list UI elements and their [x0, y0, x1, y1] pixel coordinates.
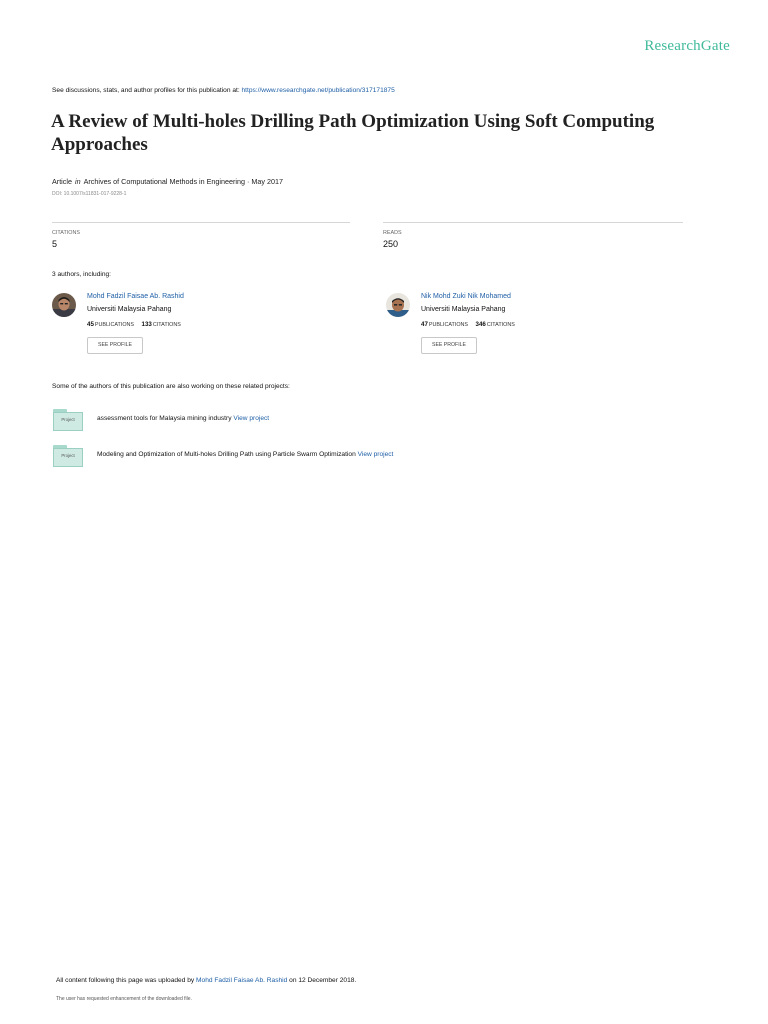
upload-date: on 12 December 2018.: [289, 977, 357, 984]
author-institution: Universiti Malaysia Pahang: [87, 306, 172, 313]
author-stats: [421, 321, 521, 328]
publication-count: 45: [87, 321, 94, 328]
avatar-photo: [52, 293, 76, 317]
avatar[interactable]: [386, 293, 410, 317]
project-item: [52, 445, 572, 471]
author-institution: Universiti Malaysia Pahang: [421, 306, 506, 313]
publication-link[interactable]: https://www.researchgate.net/publication/317171875: [241, 87, 395, 94]
author-name[interactable]: Mohd Fadzil Faisae Ab. Rashid: [87, 293, 184, 300]
citation-count: 346: [475, 321, 486, 328]
project-title: Modeling and Optimization of Multi-holes Drilling Path using Particle Swarm Optimization: [97, 451, 356, 458]
author-name[interactable]: Nik Mohd Zuki Nik Mohamed: [421, 293, 511, 300]
see-profile-button[interactable]: SEE PROFILE: [421, 337, 477, 354]
project-icon-label: Project: [61, 453, 75, 458]
project-item: [52, 409, 572, 435]
publications-label: PUBLICATIONS: [94, 322, 135, 328]
project-title: assessment tools for Malaysia mining industry: [97, 415, 232, 422]
reads-label: READS: [383, 230, 402, 236]
author-card: [386, 292, 646, 356]
view-project-link[interactable]: View project: [357, 451, 394, 458]
author-card: [52, 292, 312, 356]
project-text: [97, 451, 393, 458]
project-text: [97, 415, 269, 422]
avatar[interactable]: [52, 293, 76, 317]
citation-count: 133: [141, 321, 152, 328]
upload-note: [56, 977, 356, 984]
project-folder-icon: [52, 445, 84, 469]
upload-prefix: All content following this page was uploaded by: [56, 977, 195, 984]
citations-count: 5: [52, 239, 58, 249]
discussion-line: [52, 87, 395, 94]
author-stats: [87, 321, 187, 328]
uploader-link[interactable]: Mohd Fadzil Faisae Ab. Rashid: [196, 977, 288, 984]
publications-label: PUBLICATIONS: [428, 322, 469, 328]
enhancement-note: The user has requested enhancement of the downloaded file.: [56, 996, 192, 1002]
publication-meta: [52, 177, 283, 186]
divider-left: [52, 222, 350, 223]
related-projects-heading: Some of the authors of this publication are also working on these related projects:: [52, 383, 290, 390]
in-word: in: [74, 177, 81, 186]
discussion-text: See discussions, stats, and author profiles for this publication at:: [52, 87, 240, 94]
researchgate-logo[interactable]: ResearchGate: [644, 38, 730, 54]
paper-title: A Review of Multi-holes Drilling Path Optimization Using Soft Computing Approaches: [51, 111, 655, 155]
doi: DOI: 10.1007/s11831-017-9228-1: [52, 191, 127, 197]
citations-label: CITATIONS: [152, 322, 181, 328]
citations-label: CITATIONS: [486, 322, 515, 328]
publication-count: 47: [421, 321, 428, 328]
authors-heading: 3 authors, including:: [52, 271, 112, 278]
project-icon-label: Project: [61, 417, 75, 422]
divider-right: [383, 222, 683, 223]
avatar-photo: [386, 293, 410, 317]
reads-count: 250: [383, 239, 399, 249]
journal-name: Archives of Computational Methods in Engineering · May 2017: [83, 177, 283, 186]
project-folder-icon: [52, 409, 84, 433]
view-project-link[interactable]: View project: [233, 415, 270, 422]
see-profile-button[interactable]: SEE PROFILE: [87, 337, 143, 354]
citations-label: CITATIONS: [52, 230, 80, 236]
article-type: Article: [52, 177, 72, 186]
